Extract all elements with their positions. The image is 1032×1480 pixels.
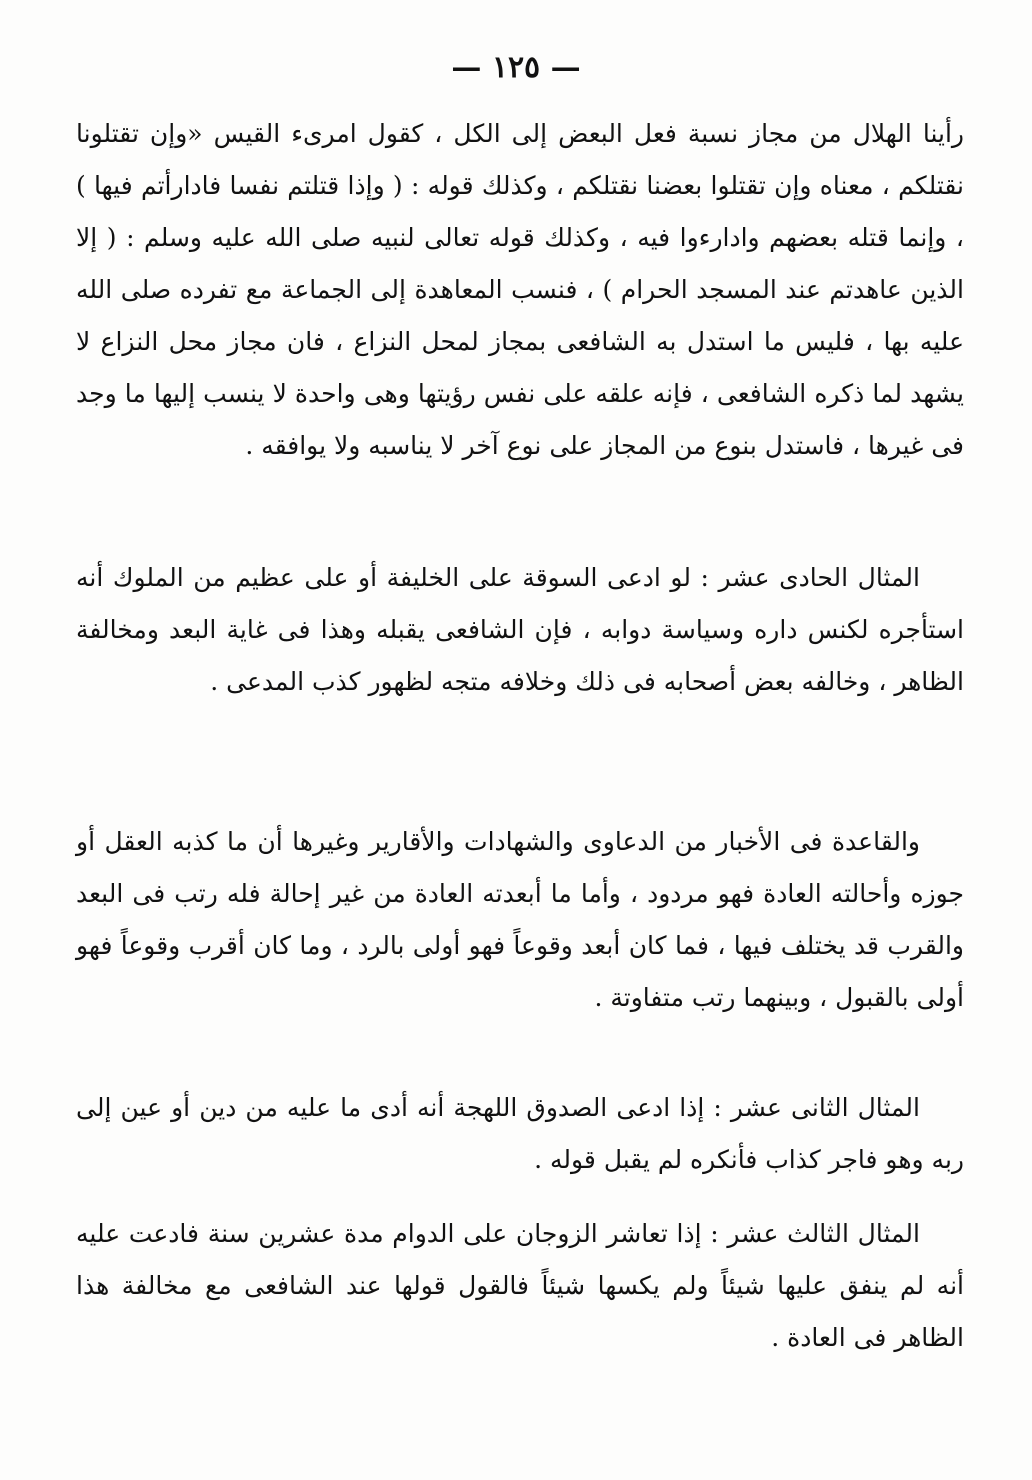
paragraph-text: المثال الثانى عشر : إذا ادعى الصدوق اللهجة أنه أدى ما عليه من دين أو عين إلى ربه وهو فاجر كذاب فأنكره لم يقبل قوله . <box>76 1093 964 1174</box>
paragraph-example-13 <box>76 1208 964 1364</box>
page-number: — ١٢٥ — <box>451 50 581 85</box>
paragraph-text: والقاعدة فى الأخبار من الدعاوى والشهادات والأقارير وغيرها أن ما كذبه العقل أو جوزه وأحالته العادة فهو مردود ، وأما ما أبعدته العادة من غير إحالة فله رتب فى البعد والقرب قد يختلف فيها ، فما كان أبعد وقوعاً فهو أولى بالرد ، وما كان أقرب وقوعاً فهو أولى بالقبول ، وبينهما رتب متفاوتة . <box>76 827 964 1012</box>
paragraph-text: المثال الحادى عشر : لو ادعى السوقة على الخليفة أو على عظيم من الملوك أنه استأجره لكنس داره وسياسة دوابه ، فإن الشافعى يقبله وهذا فى غاية البعد ومخالفة الظاهر ، وخالفه بعض أصحابه فى ذلك وخلافه متجه لظهور كذب المدعى . <box>76 563 964 696</box>
paragraph-majaz-continuation <box>76 108 964 472</box>
paragraph-text: رأينا الهلال من مجاز نسبة فعل البعض إلى الكل ، كقول امرىء القيس «وإن تقتلونا نقتلكم ، معناه وإن تقتلوا بعضنا نقتلكم ، وكذلك قوله : ( وإذا قتلتم نفسا فادارأتم فيها ) ، وإنما قتله بعضهم وادارءوا فيه ، وكذلك قوله تعالى لنبيه صلى الله عليه وسلم : ( إلا الذين عاهدتم عند المسجد الحرام ) ، فنسب المعاهدة إلى الجماعة مع تفرده صلى الله عليه بها ، فليس ما استدل به الشافعى بمجاز لمحل النزاع ، فان مجاز محل النزاع لا يشهد لما ذكره الشافعى ، فإنه علقه على نفس رؤيتها وهى واحدة لا ينسب إليها ما وجد فى غيرها ، فاستدل بنوع من المجاز على نوع آخر لا يناسبه ولا يوافقه . <box>76 119 964 460</box>
paragraph-example-11 <box>76 552 964 708</box>
paragraph-example-12 <box>76 1082 964 1186</box>
paragraph-rule <box>76 816 964 1024</box>
paragraph-text: المثال الثالث عشر : إذا تعاشر الزوجان على الدوام مدة عشرين سنة فادعت عليه أنه لم ينفق عليها شيئاً ولم يكسها شيئاً فالقول قولها عند الشافعى مع مخالفة هذا الظاهر فى العادة . <box>76 1219 964 1352</box>
